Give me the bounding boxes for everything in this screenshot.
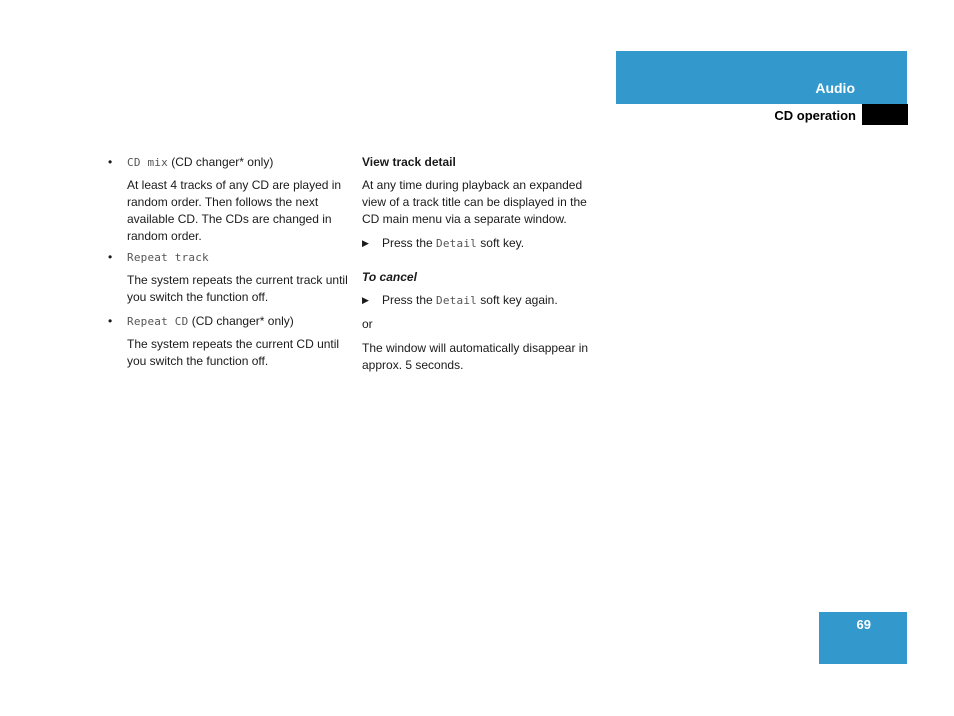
list-item — [108, 249, 348, 306]
chapter-title: Audio — [815, 80, 855, 96]
arrow-right-icon: ▶ — [362, 295, 369, 305]
instruction-step — [362, 292, 602, 309]
section-title: CD operation — [774, 108, 856, 123]
or-text: or — [362, 317, 373, 331]
list-item — [108, 313, 348, 370]
bullet-icon: • — [108, 250, 113, 264]
chapter-tab — [616, 51, 907, 104]
item-heading — [127, 154, 348, 171]
section-marker — [862, 104, 908, 125]
item-description: The system repeats the current track until you switch the function off. — [127, 273, 348, 304]
soft-key-name: Detail — [436, 294, 477, 307]
instruction-step — [362, 235, 602, 252]
page-number-tab — [819, 612, 907, 664]
left-column — [108, 154, 348, 370]
item-heading — [127, 249, 348, 266]
item-suffix: (CD changer* only) — [188, 314, 294, 328]
list-item — [108, 154, 348, 245]
bullet-icon: • — [108, 314, 113, 328]
display-code: CD mix — [127, 156, 168, 169]
step-text-post: soft key again. — [476, 293, 558, 307]
soft-key-name: Detail — [436, 237, 477, 250]
step-text-pre: Press the — [382, 236, 437, 250]
step-text-post: soft key. — [476, 236, 525, 250]
intro-paragraph: At any time during playback an expanded view of a track title can be displayed in the CD main menu via a separate window. — [362, 178, 587, 226]
step-text-pre: Press the — [382, 293, 437, 307]
bullet-icon: • — [108, 155, 113, 169]
display-code: Repeat track — [127, 251, 209, 264]
page-number: 69 — [856, 617, 871, 632]
display-code: Repeat CD — [127, 315, 189, 328]
cancel-title: To cancel — [362, 270, 417, 284]
item-heading — [127, 313, 348, 330]
item-description: The system repeats the current CD until you switch the function off. — [127, 337, 340, 368]
right-column — [362, 154, 602, 374]
outro-paragraph: The window will automatically disappear in approx. 5 seconds. — [362, 341, 589, 372]
subsection-title: View track detail — [362, 155, 456, 169]
item-description: At least 4 tracks of any CD are played in random order. Then follows the next available CD. The CDs are changed in random order. — [127, 178, 342, 243]
arrow-right-icon: ▶ — [362, 238, 369, 248]
item-suffix: (CD changer* only) — [167, 155, 274, 169]
